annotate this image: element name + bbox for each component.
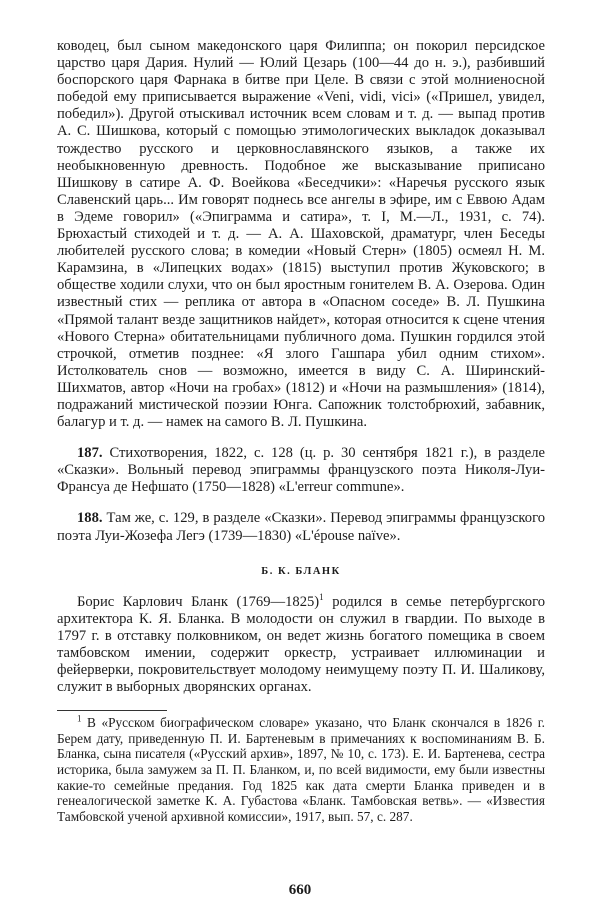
section-heading: Б. К. БЛАНК (261, 565, 341, 577)
entry-187 (57, 445, 545, 496)
footnote (57, 715, 545, 824)
commentary-paragraph: ководец, был сыном македонского царя Филиппа; он покорил персидское царство царя Дария. Нулий — Юлий Цезарь (100—44 до н. э.), разбивший боспорского царя Фарнака в битве при Целе. В связи с этой молниеносной победой ему приписывается выражение «Veni, vidi, vici» («Пришел, увидел, победил»). Другой отыскивал источник всем словам и т. д. — выпад против А. С. Шишкова, который с помощью этимологических выкладок доказывал тождество русского и церковнославянского языков, а также их необыкновенную древность. Подобное же высказывание приписано Шишкову в сатире А. Ф. Воейкова «Беседчики»: «Наречья русского язык Славенский царь... Им говорят поднесь все ангелы в эфире, им с Еввою Адам в Эдеме говорил» («Эпиграмма и сатира», т. I, М.—Л., 1931, с. 74). Брюхастый стиходей и т. д. — А. А. Шаховской, драматург, член Беседы любителей русского слова; в комедии «Новый Стерн» (1805) осмеял Н. М. Карамзина, в «Липецких водах» (1815) выступил против Жуковского; в обществе ходили слухи, что он был яростным гонителем В. А. Озерова. Один известный стих — реплика от автора в «Опасном соседе» В. Л. Пушкина «Прямой талант везде защитников найдет», которая относится к сцене чтения «Нового Стерна» обитательницами публичного дома. Пушкин гордился этой строчкой, отметив позднее: «Я злого Гашпара убил одним стихом». Истолкователь снов — возможно, имеется в виду С. А. Ширинский-Шихматов, автор «Ночи на гробах» (1812) и «Ночи на размышления» (1814), подражаний мистической поэзии Юнга. Сапожник толстобрюхий, забавник, балагур и т. д. — намек на самого В. Л. Пушкина. (57, 38, 545, 431)
footnote-marker[interactable]: 1 (319, 591, 324, 602)
footnote-divider (57, 710, 167, 711)
page-body (57, 38, 545, 824)
entry-188 (57, 510, 545, 544)
biography-paragraph (57, 591, 545, 697)
footnote-number: 1 (77, 713, 82, 724)
page-number: 660 (288, 882, 312, 898)
bio-text-start: Борис Карлович Бланк (1769—1825) (77, 593, 320, 610)
entry-number: 187. (77, 445, 103, 462)
entry-text: Там же, с. 129, в разделе «Сказки». Перевод эпиграммы французского поэта Луи-Жозефа Легэ (1739—1830) «L'épouse naïve». (57, 510, 545, 544)
bio-text-rest: родился в семье петербургского архитектора К. Я. Бланка. В молодости он служил в гвардии. По выходе в 1797 г. в отставку полковником, он ведет жизнь богатого помещика в своем тамбовском имении, содержит оркестр, устраивает иллюминации и фейерверки, покровительствует молодому неимущему поэту П. И. Шаликову, служит в выборных дворянских органах. (57, 593, 545, 696)
entry-number: 188. (77, 510, 103, 527)
footnote-text: В «Русском биографическом словаре» указано, что Бланк скончался в 1826 г. Берем дату, приведенную П. И. Бартеневым в примечаниях к воспоминаниям В. Б. Бланка, сына писателя («Русский архив», 1897, № 10, с. 173). Е. И. Бартенева, сестра историка, была замужем за П. П. Бланком, и, по всей видимости, ему были известны какие-то семейные предания. Год 1825 как дата смерти Бланка приведен и в генеалогической заметке К. А. Губастова «Бланк. Тамбовская ветвь». — «Известия Тамбовской ученой архивной комиссии», 1917, вып. 57, с. 287. (57, 715, 545, 824)
entry-text: Стихотворения, 1822, с. 128 (ц. р. 30 сентября 1821 г.), в разделе «Сказки». Вольный перевод эпиграммы французского поэта Николя-Луи-Франсуа де Нефшато (1750—1828) «L'erreur commune». (57, 445, 545, 496)
